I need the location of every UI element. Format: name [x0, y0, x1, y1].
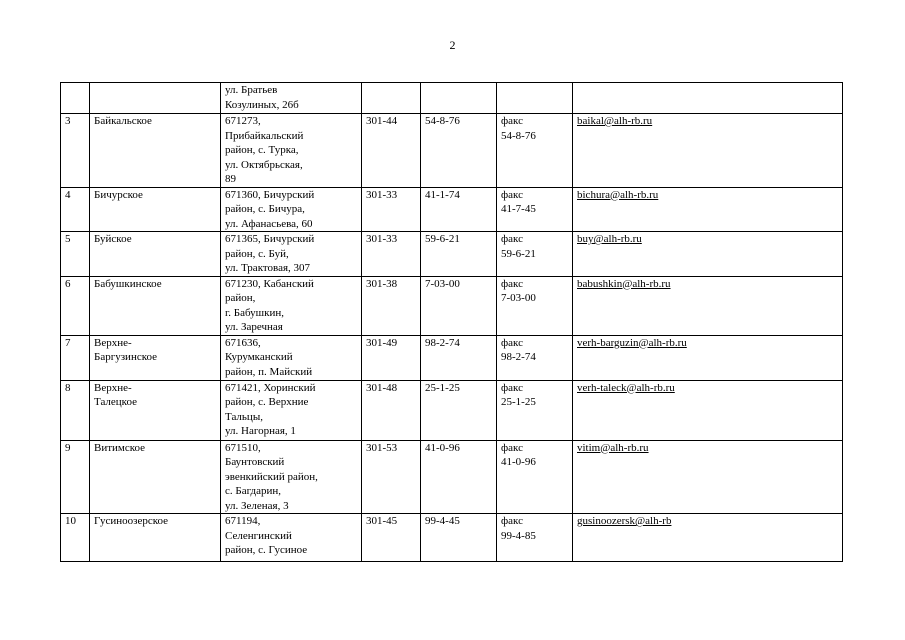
fax-cell [497, 83, 573, 114]
address-cell: 671194, Селенгинский район, с. Гусиное [221, 514, 362, 562]
phone-cell [421, 83, 497, 114]
page-number: 2 [449, 38, 456, 52]
phone-cell: 98-2-74 [421, 335, 497, 380]
email-link[interactable]: gusinoozersk@alh-rb [577, 515, 672, 527]
table-row [61, 232, 843, 277]
area-code-cell: 301-33 [362, 187, 421, 232]
phone-cell: 41-0-96 [421, 440, 497, 514]
table-row [61, 83, 843, 114]
fax-cell: факс 54-8-76 [497, 114, 573, 188]
phone-cell: 41-1-74 [421, 187, 497, 232]
address-cell: 671360, Бичурский район, с. Бичура, ул. Афанасьева, 60 [221, 187, 362, 232]
table-row [61, 514, 843, 562]
fax-cell: факс 41-7-45 [497, 187, 573, 232]
fax-cell: факс 98-2-74 [497, 335, 573, 380]
phone-cell: 99-4-45 [421, 514, 497, 562]
address-cell: 671230, Кабанский район, г. Бабушкин, ул. Заречная [221, 276, 362, 335]
email-cell [573, 440, 843, 514]
area-code-cell: 301-44 [362, 114, 421, 188]
row-number-cell: 6 [61, 276, 90, 335]
fax-cell: факс 59-6-21 [497, 232, 573, 277]
row-number-cell: 5 [61, 232, 90, 277]
row-number-cell: 3 [61, 114, 90, 188]
forestry-name-cell: Байкальское [90, 114, 221, 188]
row-number-cell [61, 83, 90, 114]
row-number-cell: 7 [61, 335, 90, 380]
area-code-cell: 301-49 [362, 335, 421, 380]
phone-cell: 7-03-00 [421, 276, 497, 335]
forestry-name-cell: Гусиноозерское [90, 514, 221, 562]
row-number-cell: 8 [61, 380, 90, 440]
address-cell: 671273, Прибайкальский район, с. Турка, ул. Октябрьская, 89 [221, 114, 362, 188]
table-row [61, 380, 843, 440]
fax-cell: факс 99-4-85 [497, 514, 573, 562]
address-cell: 671510, Баунтовский эвенкийский район, с. Багдарин, ул. Зеленая, 3 [221, 440, 362, 514]
fax-cell: факс 25-1-25 [497, 380, 573, 440]
forestry-name-cell: Верхне- Талецкое [90, 380, 221, 440]
email-link[interactable]: babushkin@alh-rb.ru [577, 277, 671, 290]
email-link[interactable]: vitim@alh-rb.ru [577, 441, 649, 454]
area-code-cell [362, 83, 421, 114]
fax-cell: факс 7-03-00 [497, 276, 573, 335]
area-code-cell: 301-45 [362, 514, 421, 562]
area-code-cell: 301-53 [362, 440, 421, 514]
forestry-name-cell: Бичурское [90, 187, 221, 232]
forestry-name-cell: Бабушкинское [90, 276, 221, 335]
table-row [61, 440, 843, 514]
email-cell [573, 187, 843, 232]
email-cell [573, 114, 843, 188]
email-cell [573, 232, 843, 277]
row-number-cell: 9 [61, 440, 90, 514]
forestry-contacts-table [60, 82, 843, 562]
area-code-cell: 301-33 [362, 232, 421, 277]
table-row [61, 335, 843, 380]
table-row [61, 276, 843, 335]
row-number-cell: 10 [61, 514, 90, 562]
row-number-cell: 4 [61, 187, 90, 232]
fax-cell: факс 41-0-96 [497, 440, 573, 514]
address-cell: 671421, Хоринский район, с. Верхние Тальцы, ул. Нагорная, 1 [221, 380, 362, 440]
table-row [61, 187, 843, 232]
address-cell: ул. Братьев Козулиных, 26б [221, 83, 362, 114]
email-cell [573, 380, 843, 440]
email-link[interactable]: buy@alh-rb.ru [577, 233, 642, 245]
area-code-cell: 301-38 [362, 276, 421, 335]
email-link[interactable]: verh-barguzin@alh-rb.ru [577, 336, 687, 349]
address-cell: 671636, Курумканский район, п. Майский [221, 335, 362, 380]
phone-cell: 25-1-25 [421, 380, 497, 440]
forestry-name-cell: Верхне- Баргузинское [90, 335, 221, 380]
phone-cell: 54-8-76 [421, 114, 497, 188]
email-link[interactable]: bichura@alh-rb.ru [577, 188, 659, 201]
forestry-name-cell [90, 83, 221, 114]
email-cell [573, 276, 843, 335]
email-cell [573, 83, 843, 114]
phone-cell: 59-6-21 [421, 232, 497, 277]
area-code-cell: 301-48 [362, 380, 421, 440]
email-cell [573, 514, 843, 562]
email-cell [573, 335, 843, 380]
email-link[interactable]: baikal@alh-rb.ru [577, 115, 653, 127]
email-link[interactable]: verh-taleck@alh-rb.ru [577, 381, 675, 394]
address-cell: 671365, Бичурский район, с. Буй, ул. Трактовая, 307 [221, 232, 362, 277]
forestry-name-cell: Буйское [90, 232, 221, 277]
forestry-name-cell: Витимское [90, 440, 221, 514]
table-row [61, 114, 843, 188]
